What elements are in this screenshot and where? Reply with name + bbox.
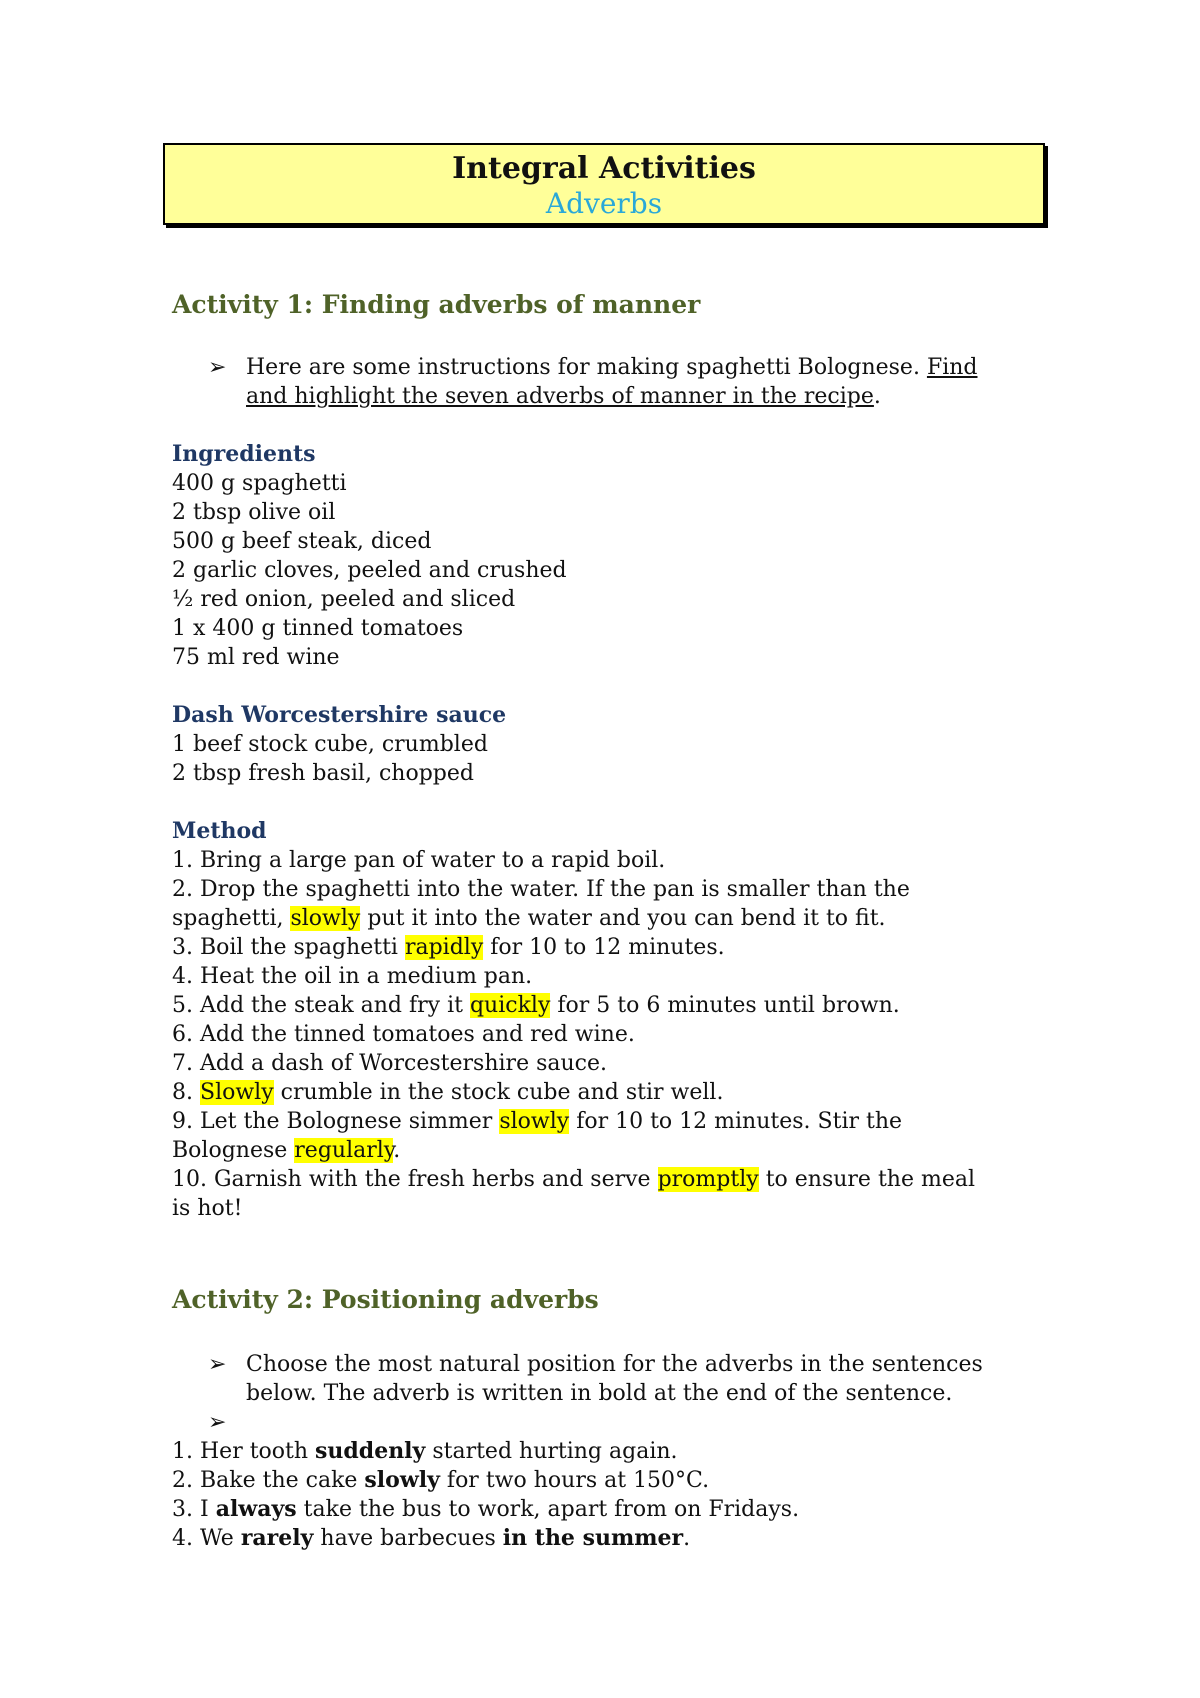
method-step: 3. Boil the spaghetti rapidly for 10 to 12 minutes. (172, 935, 725, 960)
method-heading: Method (172, 818, 267, 844)
method-step: 1. Bring a large pan of water to a rapid boil. (172, 848, 666, 873)
bullet-arrow-icon: ➢ (208, 1352, 227, 1377)
highlighted-adverb: slowly (499, 1109, 570, 1134)
highlighted-adverb: Slowly (200, 1080, 274, 1105)
sentence-item: 3. I always take the bus to work, apart from on Fridays. (172, 1496, 800, 1522)
method-step: is hot! (172, 1196, 243, 1221)
ingredient-item: 75 ml red wine (172, 645, 340, 670)
instruction-line-2: and highlight the seven adverbs of manner in the recipe. (246, 384, 881, 409)
sauce-heading: Dash Worcestershire sauce (172, 702, 507, 728)
ingredients-heading: Ingredients (172, 441, 316, 467)
sentence-item: 4. We rarely have barbecues in the summer. (172, 1525, 691, 1551)
ingredient-item: 1 x 400 g tinned tomatoes (172, 616, 464, 641)
ingredient-item: ½ red onion, peeled and sliced (172, 587, 516, 612)
sentence-item: 1. Her tooth suddenly started hurting again. (172, 1438, 678, 1464)
document-title: Integral Activities (452, 151, 756, 186)
method-step: spaghetti, slowly put it into the water and you can bend it to fit. (172, 906, 886, 931)
highlighted-adverb: regularly (294, 1138, 394, 1163)
instruction-line-1: Here are some instructions for making spaghetti Bolognese. Find (246, 355, 978, 380)
ingredient-item: 2 tbsp fresh basil, chopped (172, 761, 474, 786)
method-step: 2. Drop the spaghetti into the water. If the pan is smaller than the (172, 877, 910, 902)
sentence-item: 2. Bake the cake slowly for two hours at 150°C. (172, 1467, 710, 1493)
method-step: 4. Heat the oil in a medium pan. (172, 964, 533, 989)
highlighted-adverb: rapidly (404, 935, 484, 960)
ingredient-item: 500 g beef steak, diced (172, 529, 432, 554)
method-step: Bolognese regularly. (172, 1138, 401, 1163)
title-box (163, 143, 1045, 225)
document-subtitle: Adverbs (545, 187, 663, 220)
method-step: 8. Slowly crumble in the stock cube and stir well. (172, 1080, 724, 1105)
activity1-heading: Activity 1: Finding adverbs of manner (172, 290, 701, 319)
method-step: 6. Add the tinned tomatoes and red wine. (172, 1022, 635, 1047)
highlighted-adverb: promptly (657, 1167, 759, 1192)
ingredient-item: 2 garlic cloves, peeled and crushed (172, 558, 567, 583)
ingredient-item: 1 beef stock cube, crumbled (172, 732, 488, 757)
method-step: 7. Add a dash of Worcestershire sauce. (172, 1051, 607, 1076)
method-step: 9. Let the Bolognese simmer slowly for 10 to 12 minutes. Stir the (172, 1109, 903, 1134)
method-step: 5. Add the steak and fry it quickly for 5 to 6 minutes until brown. (172, 993, 900, 1018)
highlighted-adverb: slowly (290, 906, 361, 931)
instruction-line-1: Choose the most natural position for the adverbs in the sentences (246, 1352, 983, 1377)
method-step: 10. Garnish with the fresh herbs and serve promptly to ensure the meal (172, 1167, 975, 1192)
bullet-arrow-icon: ➢ (208, 1410, 227, 1435)
ingredient-item: 400 g spaghetti (172, 471, 347, 496)
activity2-heading: Activity 2: Positioning adverbs (172, 1285, 599, 1314)
instruction-line-2: below. The adverb is written in bold at the end of the sentence. (246, 1381, 953, 1406)
bullet-arrow-icon: ➢ (208, 355, 227, 380)
ingredient-item: 2 tbsp olive oil (172, 500, 336, 525)
highlighted-adverb: quickly (469, 993, 551, 1018)
